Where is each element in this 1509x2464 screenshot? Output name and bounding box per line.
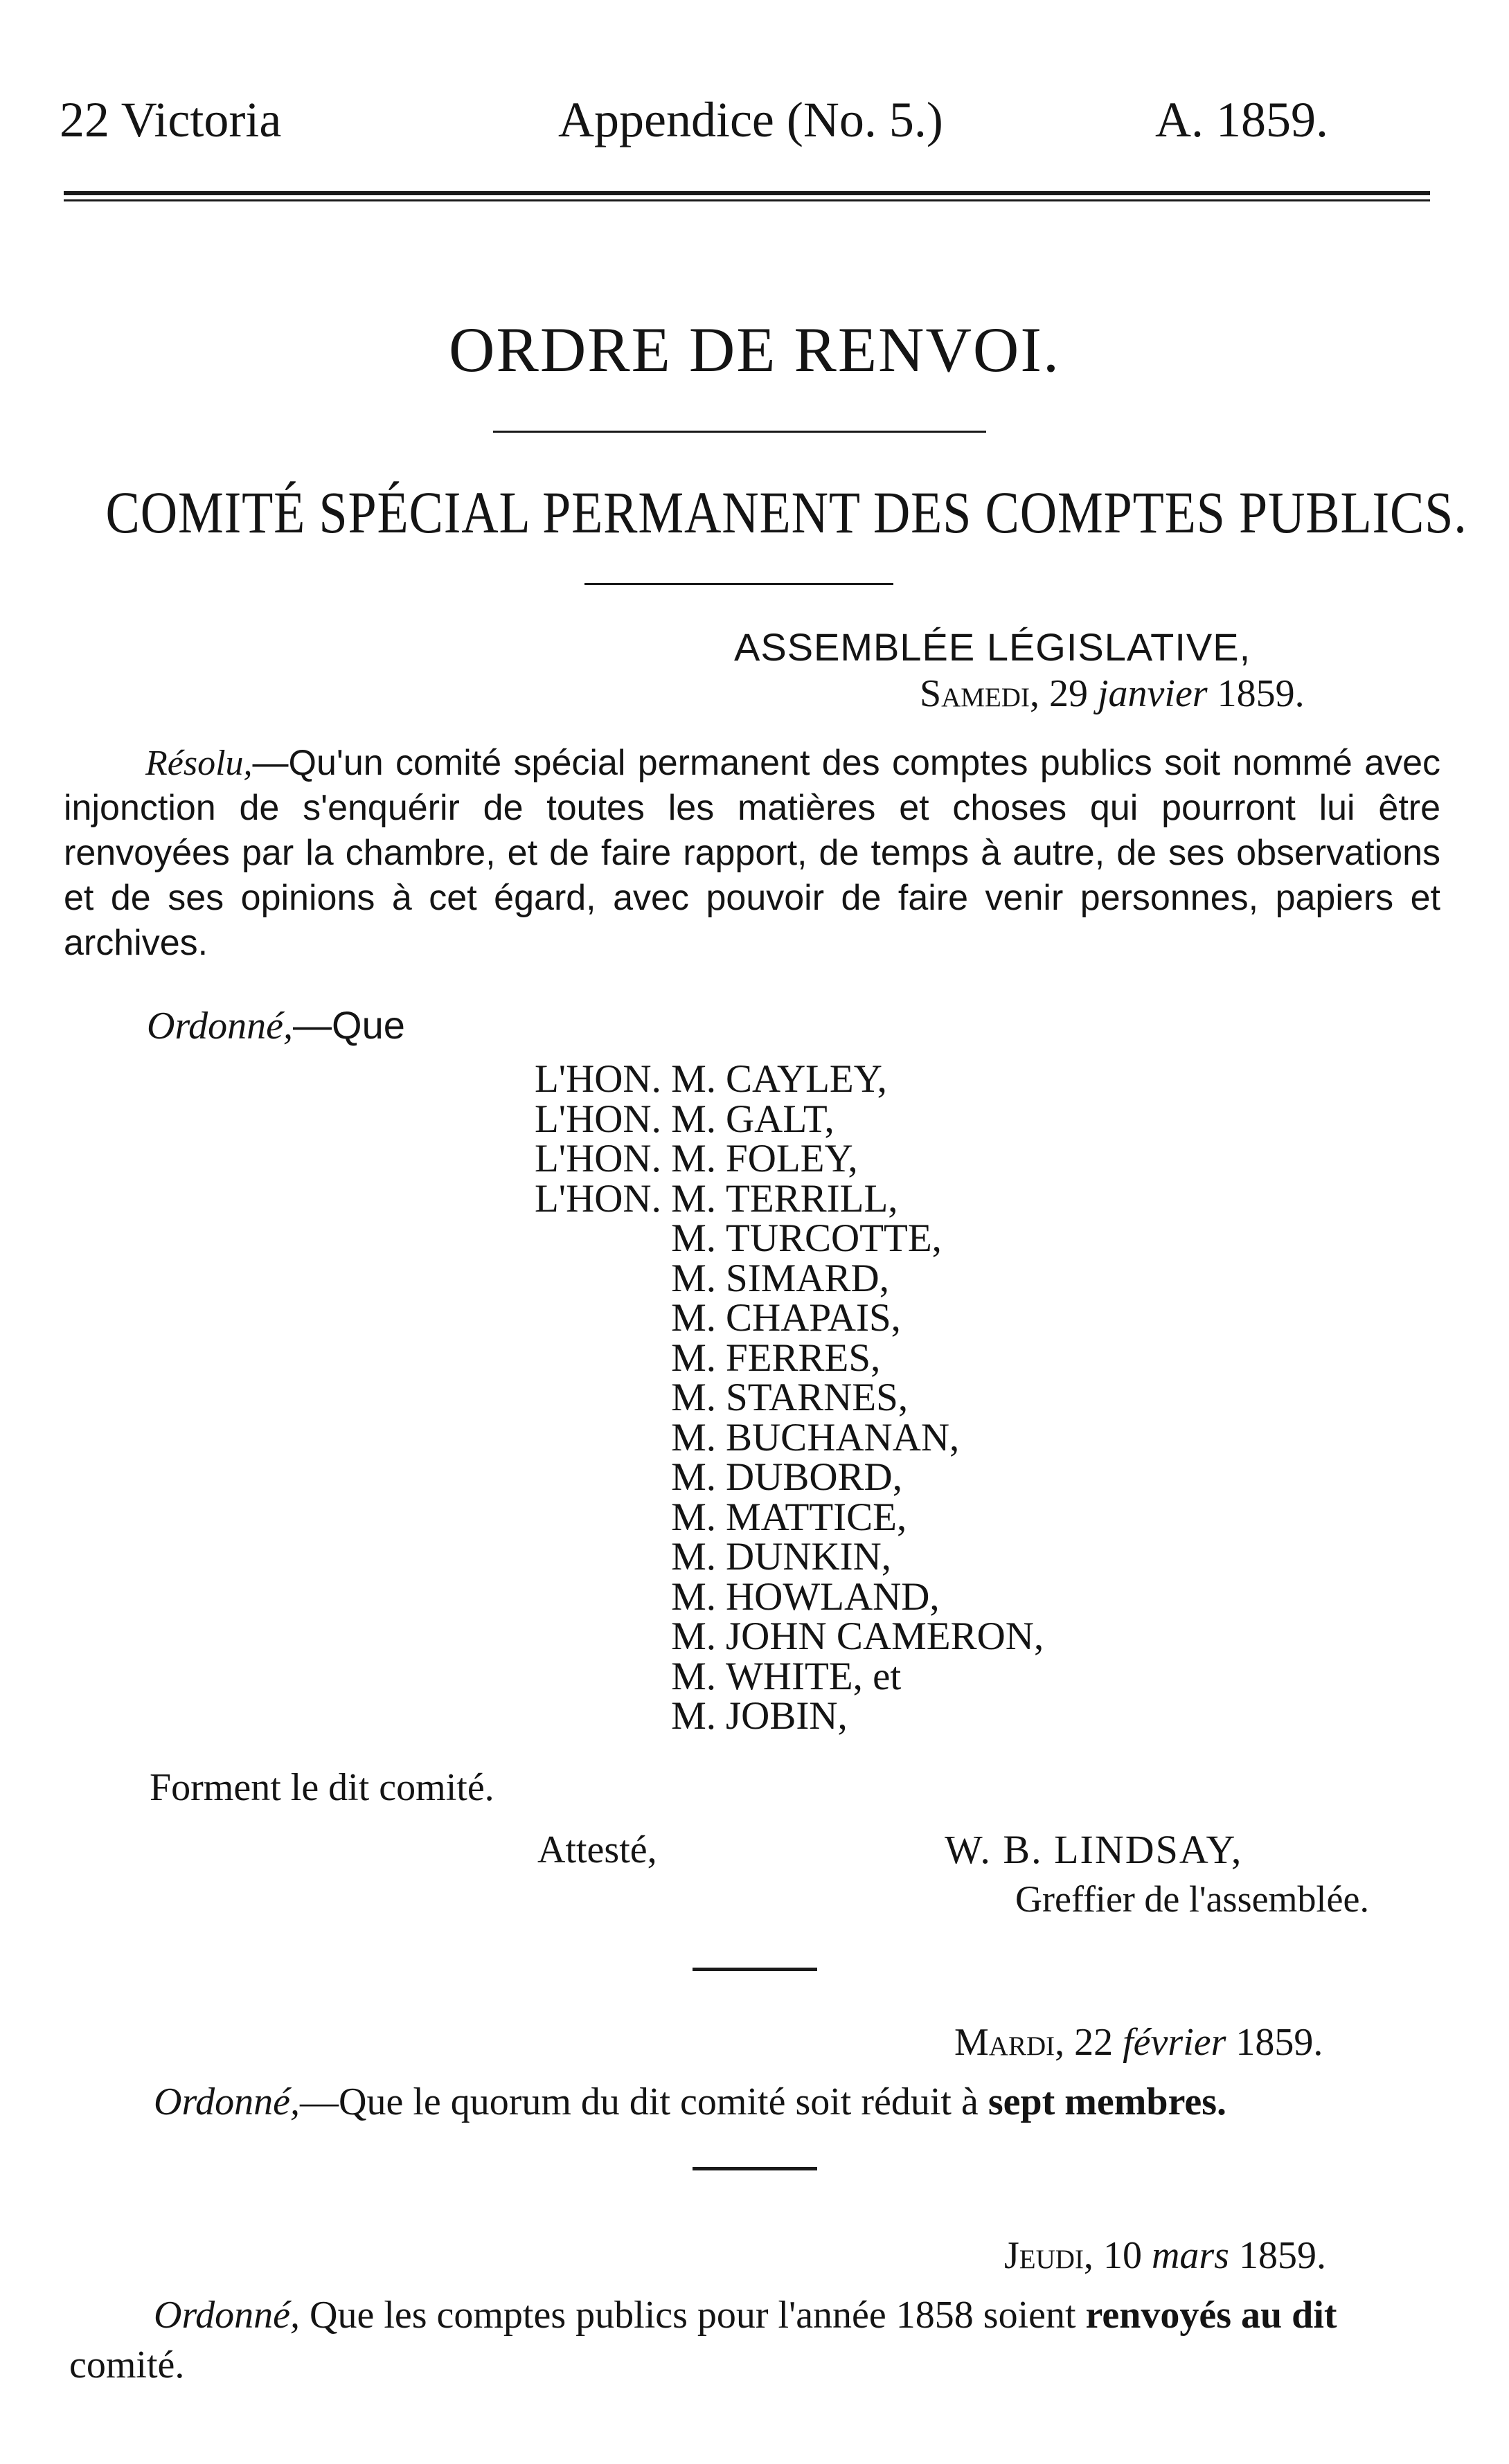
- dateline-1-day: 29: [1048, 672, 1088, 715]
- accounts-order: [154, 2293, 1337, 2337]
- attest-label: Attesté,: [537, 1828, 657, 1871]
- forment-line: Forment le dit comité.: [150, 1766, 494, 1809]
- member-row: [493, 1378, 1044, 1418]
- dateline-1: [920, 672, 1305, 716]
- member-name: MATTICE,: [726, 1495, 907, 1539]
- dateline-2: [954, 2020, 1323, 2065]
- member-prefix: M.: [671, 1216, 716, 1260]
- member-prefix: M.: [671, 1495, 716, 1539]
- member-name: FERRES,: [726, 1336, 881, 1380]
- dateline-1-year: 1859.: [1217, 672, 1305, 715]
- accounts-text: Que les comptes publics pour l'année 1858 soient: [300, 2294, 1076, 2337]
- dateline-1-month: janvier: [1097, 672, 1208, 715]
- resolution-text: —Qu'un comité spécial permanent des comptes publics soit nommé avec injonction de s'enquérir de toutes les matières et choses qui pourront lui être renvoyées par la chambre, et de faire rapport, de temps à autre, de ses observations et de ses opinions à cet égard, avec pouvoir de faire venir personnes, papiers et archives.: [64, 743, 1440, 963]
- title-divider: [493, 431, 986, 433]
- member-prefix: L'HON. M.: [534, 1137, 716, 1180]
- member-row: [493, 1218, 1044, 1259]
- member-name: GALT,: [726, 1097, 834, 1141]
- quorum-lead: Ordonné,: [154, 2080, 301, 2123]
- member-prefix: L'HON. M.: [534, 1097, 716, 1141]
- member-row: [493, 1654, 1044, 1698]
- member-name: WHITE, et: [726, 1654, 902, 1698]
- member-prefix: M.: [671, 1455, 716, 1499]
- member-row: [493, 1176, 1044, 1221]
- order-lead: Ordonné,: [147, 1005, 294, 1047]
- assembly-name: ASSEMBLÉE LÉGISLATIVE,: [734, 625, 1251, 669]
- header-appendix: Appendice (No. 5.): [558, 92, 943, 147]
- quorum-bold: sept membres.: [988, 2080, 1227, 2123]
- member-row: [493, 1537, 1044, 1577]
- member-name: DUBORD,: [726, 1455, 902, 1499]
- resolution-lead: Résolu,: [145, 744, 253, 783]
- dateline-3-day: 10: [1102, 2234, 1142, 2277]
- quorum-order: [154, 2080, 1226, 2124]
- header-rule-bottom: [64, 199, 1430, 201]
- dateline-2-weekday: Mardi,: [954, 2021, 1065, 2064]
- member-prefix: M.: [671, 1256, 716, 1300]
- member-prefix: M.: [671, 1376, 716, 1419]
- section-divider-1: [693, 1968, 817, 1971]
- member-name: HOWLAND,: [726, 1574, 940, 1619]
- dateline-3: [1004, 2233, 1326, 2278]
- member-prefix: L'HON. M.: [534, 1176, 716, 1221]
- member-prefix: L'HON. M.: [534, 1057, 716, 1101]
- member-name: CAYLEY,: [726, 1057, 887, 1101]
- member-row: [493, 1696, 1044, 1736]
- member-row: [493, 1574, 1044, 1619]
- member-row: [493, 1139, 1044, 1179]
- member-name: STARNES,: [726, 1376, 909, 1419]
- order-text: —Que: [293, 1003, 405, 1047]
- member-row: [493, 1099, 1044, 1140]
- accounts-bold: renvoyés au dit: [1085, 2294, 1337, 2337]
- signer-name: W. B. LINDSAY,: [945, 1827, 1243, 1872]
- header-rule-top: [64, 191, 1430, 195]
- resolution-paragraph: [64, 741, 1440, 966]
- member-row: [493, 1617, 1044, 1657]
- dateline-2-month: février: [1123, 2021, 1226, 2064]
- member-name: FOLEY,: [726, 1137, 858, 1180]
- accounts-lead: Ordonné,: [154, 2294, 301, 2337]
- member-prefix: M.: [671, 1415, 716, 1459]
- dateline-3-year: 1859.: [1238, 2234, 1326, 2277]
- member-name: CHAPAIS,: [726, 1296, 901, 1340]
- member-prefix: M.: [671, 1296, 716, 1340]
- quorum-text: —Que le quorum du dit comité soit réduit à: [300, 2080, 979, 2123]
- section-divider-2: [693, 2167, 817, 2170]
- member-row: [493, 1415, 1044, 1459]
- dateline-1-weekday: Samedi,: [920, 672, 1039, 715]
- member-prefix: M.: [671, 1336, 716, 1380]
- member-row: [493, 1457, 1044, 1498]
- dateline-3-weekday: Jeudi,: [1004, 2234, 1093, 2277]
- member-name: SIMARD,: [726, 1256, 889, 1300]
- member-name: BUCHANAN,: [726, 1415, 960, 1459]
- member-name: TERRILL,: [726, 1176, 898, 1221]
- page-title: ORDRE DE RENVOI.: [449, 314, 1060, 385]
- member-prefix: M.: [671, 1574, 716, 1619]
- dateline-2-year: 1859.: [1235, 2021, 1323, 2064]
- member-name: TURCOTTE,: [726, 1216, 942, 1260]
- committee-title: COMITÉ SPÉCIAL PERMANENT DES COMPTES PUBLICS.: [105, 479, 1467, 546]
- dateline-3-month: mars: [1151, 2234, 1229, 2277]
- member-prefix: M.: [671, 1694, 716, 1738]
- member-prefix: M.: [671, 1615, 716, 1658]
- member-row: [493, 1338, 1044, 1378]
- header-year: A. 1859.: [1155, 92, 1328, 147]
- dateline-2-day: 22: [1074, 2021, 1114, 2064]
- subtitle-divider: [584, 583, 893, 585]
- accounts-line2: comité.: [69, 2344, 185, 2386]
- member-prefix: M.: [671, 1654, 716, 1698]
- member-name: DUNKIN,: [726, 1535, 892, 1579]
- header-volume: 22 Victoria: [60, 92, 282, 147]
- member-row: [493, 1298, 1044, 1338]
- member-row: [493, 1059, 1044, 1099]
- member-name: JOBIN,: [726, 1694, 848, 1738]
- signer-role: Greffier de l'assemblée.: [1015, 1878, 1369, 1920]
- member-row: [493, 1256, 1044, 1300]
- committee-members-list: [493, 1059, 1044, 1736]
- order-que: [147, 1002, 405, 1048]
- member-name: JOHN CAMERON,: [726, 1615, 1044, 1658]
- member-row: [493, 1495, 1044, 1539]
- member-prefix: M.: [671, 1535, 716, 1579]
